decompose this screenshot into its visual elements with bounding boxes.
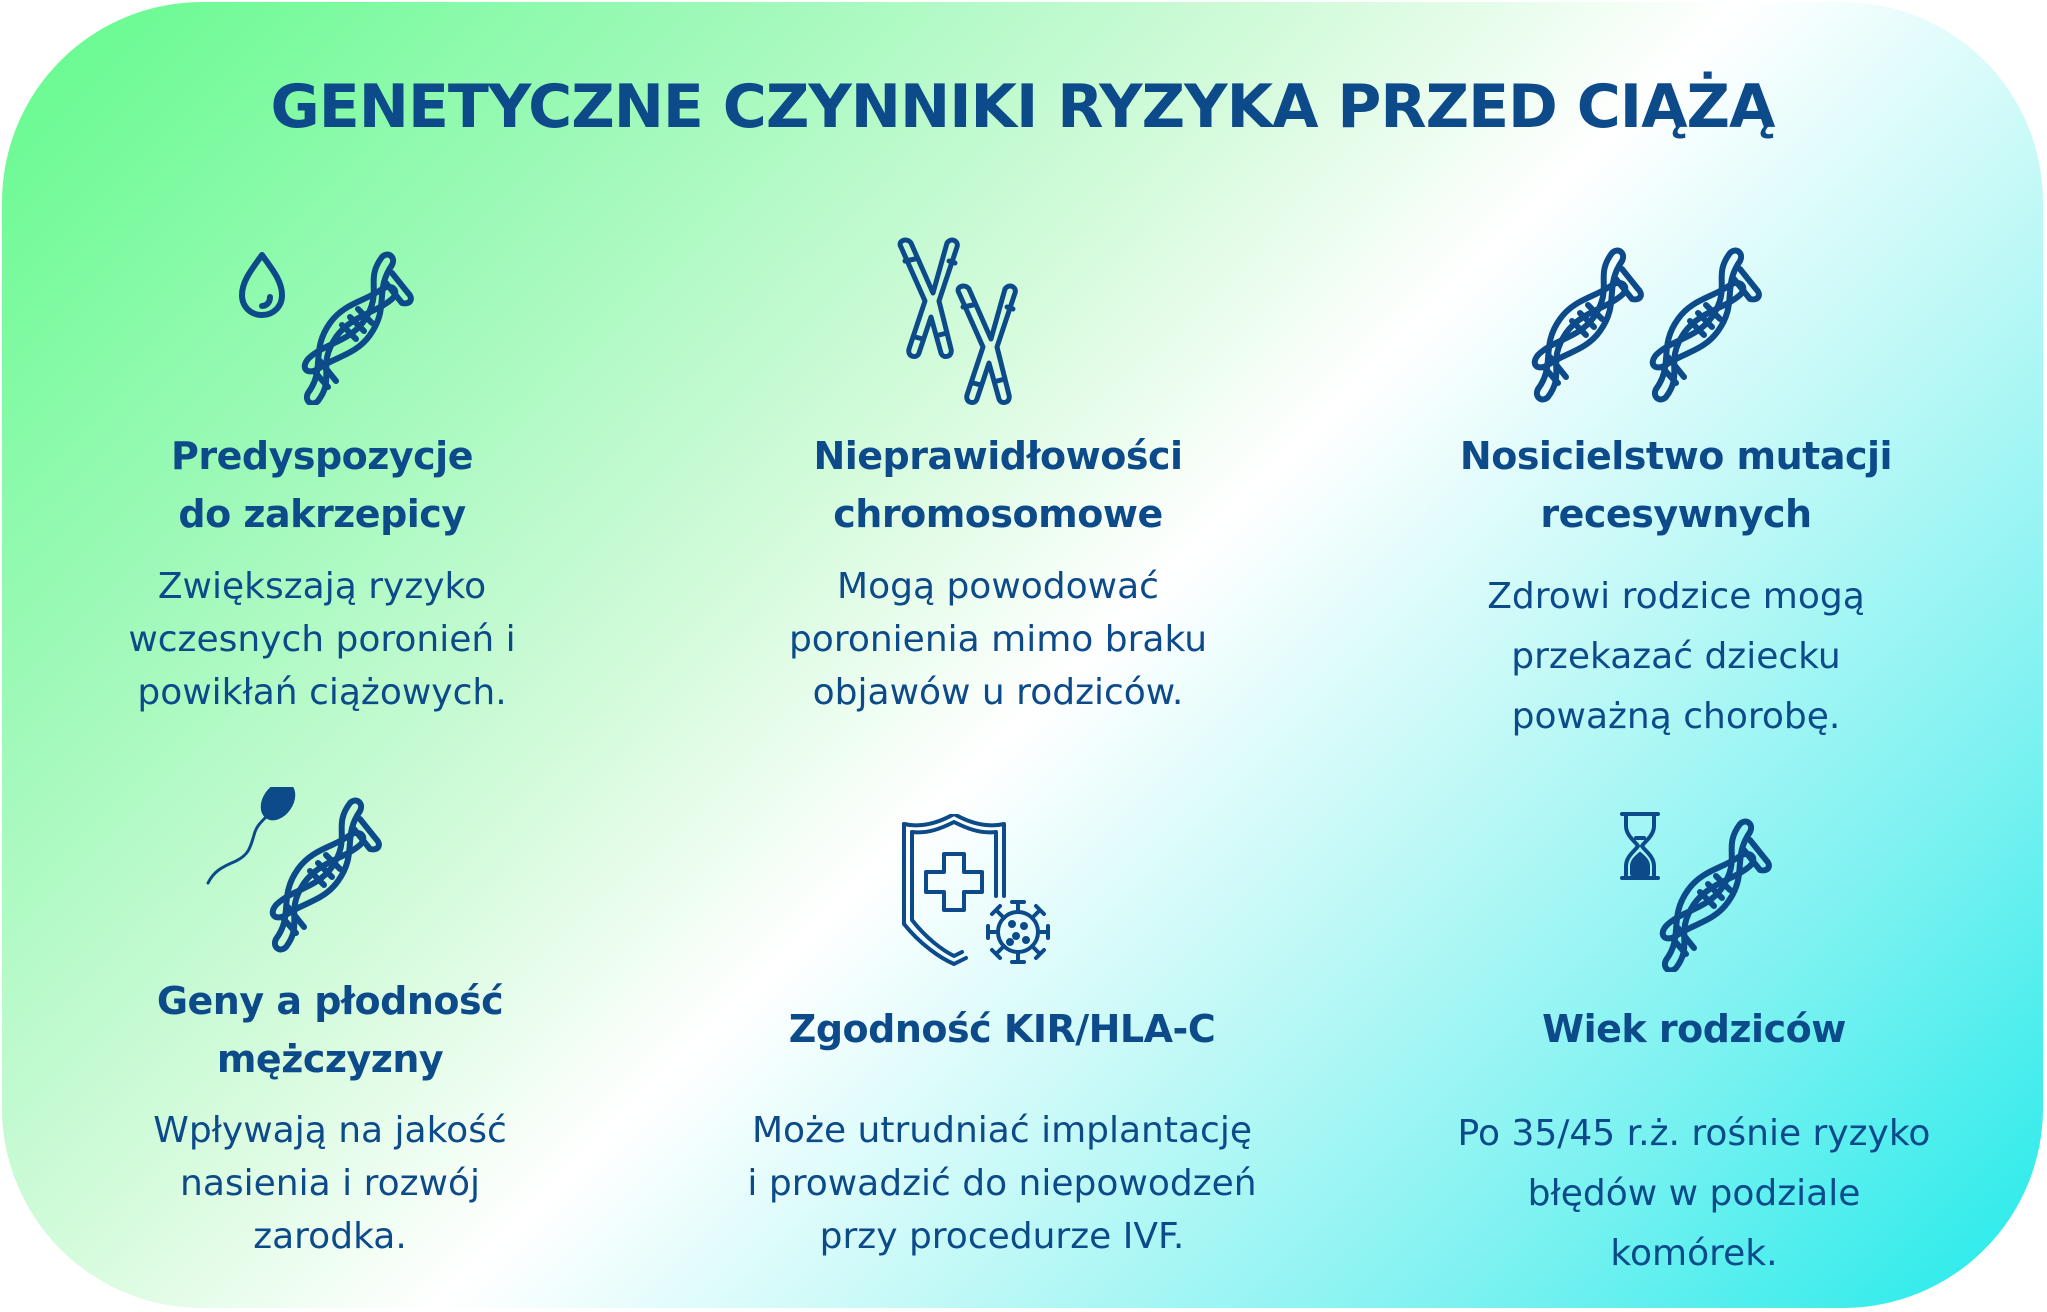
card-description: Zwiększają ryzyko wczesnych poronień i powikłań ciążowych. (128, 566, 516, 713)
card-description: Wpływają na jakość nasienia i rozwój zarodka. (153, 1110, 507, 1257)
card-description: Po 35/45 r.ż. rośnie ryzyko błędów w podziale komórek. (1457, 1113, 1931, 1274)
risk-factor-chromosomal (688, 2, 1308, 762)
infographic-card (2, 2, 2043, 1308)
risk-factor-thrombophilia (12, 2, 632, 762)
card-heading: Geny a płodność mężczyzny (156, 979, 504, 1081)
card-description: Mogą powodować poronienia mimo braku objawów u rodziców. (788, 566, 1208, 713)
hourglass-dna-icon (1620, 812, 1810, 972)
risk-factor-kir-hla (692, 762, 1312, 1308)
card-heading: Wiek rodziców (1542, 1007, 1846, 1051)
card-heading: Predyspozycje do zakrzepicy (171, 434, 473, 536)
risk-factor-parental-age (1384, 762, 2004, 1308)
double-dna-icon (1524, 247, 1794, 407)
chromosomes-xx-icon (893, 237, 1033, 407)
shield-virus-icon (900, 814, 1070, 974)
risk-factor-recessive-carrier (1366, 2, 1986, 762)
sperm-dna-icon (200, 787, 420, 957)
card-description: Może utrudniać implantację i prowadzić do niepowodzeń przy procedurze IVF. (747, 1110, 1257, 1257)
card-description: Zdrowi rodzice mogą przekazać dziecku poważną chorobę. (1487, 576, 1865, 737)
card-heading: Nieprawidłowości chromosomowe (813, 434, 1183, 536)
blood-drop-dna-icon (234, 245, 414, 405)
risk-factor-male-fertility (20, 762, 640, 1308)
card-heading: Zgodność KIR/HLA-C (788, 1007, 1216, 1051)
page-title: GENETYCZNE CZYNNIKI RYZYKA PRZED CIĄŻĄ (270, 72, 1775, 142)
card-heading: Nosicielstwo mutacji recesywnych (1459, 434, 1893, 536)
